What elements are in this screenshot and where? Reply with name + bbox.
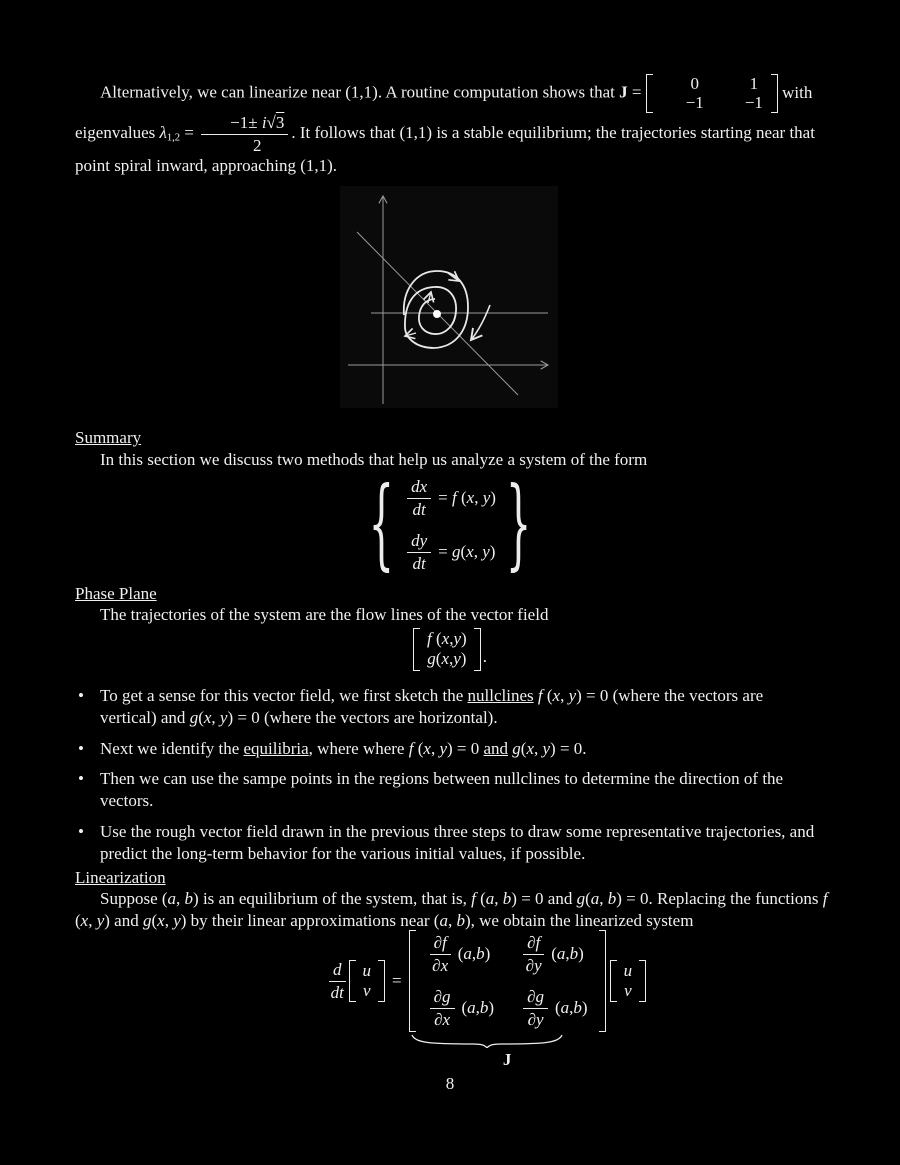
equals-sign: = xyxy=(392,971,402,991)
jacobian-cell xyxy=(427,933,495,975)
right-bracket xyxy=(378,960,385,1003)
vector-row: u xyxy=(362,960,371,980)
right-bracket xyxy=(474,628,481,671)
figure-phase-portrait xyxy=(340,186,558,408)
eval-point: (a,b) xyxy=(461,998,495,1018)
fraction-denominator: dt xyxy=(412,499,426,519)
phase-plane-body: The trajectories of the system are the flow lines of the vector field xyxy=(100,605,549,624)
bullet-text: Use the rough vector field drawn in the previous three steps to draw some representative trajectories, and predict the long-term behavior for the various initial values, if possible. xyxy=(100,821,815,863)
left-bracket xyxy=(646,74,653,113)
vector-row: v xyxy=(624,981,632,1001)
linearized-system-equation xyxy=(326,930,646,1070)
system-of-odes xyxy=(0,468,900,582)
eval-point: (a,b) xyxy=(457,944,491,964)
eigenvalue-text: with eigenvalues λ1,2 = xyxy=(75,82,813,144)
right-brace: } xyxy=(505,468,532,582)
fraction-numerator: ∂g xyxy=(430,987,455,1009)
fraction-numerator: dx xyxy=(407,477,431,499)
underbrace xyxy=(411,1034,563,1048)
left-bracket xyxy=(413,628,420,671)
jacobian-cell xyxy=(520,933,588,975)
fraction-numerator: d xyxy=(329,960,346,982)
vector-row: v xyxy=(362,981,371,1001)
right-bracket xyxy=(599,930,606,1032)
bullet-text: Next we identify the equilibria, where where f (x, y) = 0 and g(x, y) = 0. xyxy=(100,738,587,758)
equilibrium-point xyxy=(433,310,441,318)
eigenvalue-fraction xyxy=(201,113,288,155)
fraction-denominator: 2 xyxy=(253,135,262,155)
figure-background xyxy=(340,186,558,408)
bullet-marker: • xyxy=(78,769,84,789)
intro-text: Alternatively, we can linearize near (1,1). A routine computation shows that J = xyxy=(100,82,646,102)
sentence-period: . xyxy=(482,647,487,667)
equation-rhs: = g(x, y) xyxy=(438,542,496,562)
right-bracket xyxy=(639,960,646,1003)
left-bracket xyxy=(409,930,416,1032)
fraction-denominator: dt xyxy=(412,553,426,573)
jacobian-value-matrix xyxy=(646,74,778,113)
bullet-marker: • xyxy=(78,686,84,705)
fraction-denominator: ∂x xyxy=(434,1009,451,1029)
equation-dydt xyxy=(404,531,496,573)
fraction-denominator: dt xyxy=(330,982,344,1002)
jacobian-cell xyxy=(427,987,495,1029)
matrix-cell: 0 xyxy=(690,74,700,93)
jacobian-matrix-wrap xyxy=(409,930,606,1070)
fraction-numerator: ∂g xyxy=(523,987,548,1009)
ddt-fraction xyxy=(329,960,346,1002)
list-item xyxy=(78,685,820,729)
matrix-cell: −1 xyxy=(685,92,704,112)
fraction-numerator: ∂f xyxy=(523,933,544,955)
right-bracket xyxy=(771,74,778,113)
vector-row: g(x,y) xyxy=(427,649,467,669)
eval-point: (a,b) xyxy=(555,998,588,1018)
uv-vector xyxy=(610,960,647,1003)
list-item xyxy=(78,768,820,812)
equation-rhs: = f (x, y) xyxy=(438,488,496,508)
left-bracket xyxy=(349,960,356,1003)
list-item xyxy=(78,738,820,760)
equation-dxdt xyxy=(404,477,496,519)
jacobian-label: J xyxy=(502,1050,512,1070)
heading-phase-plane: Phase Plane xyxy=(75,584,157,603)
left-brace: { xyxy=(368,468,395,582)
list-item xyxy=(78,821,820,865)
bullet-marker: • xyxy=(78,738,84,758)
bullet-marker: • xyxy=(78,821,84,841)
summary-body: In this section we discuss two methods that help us analyze a system of the form xyxy=(100,450,648,469)
fraction-numerator: dy xyxy=(407,531,431,553)
fraction-numerator: −1± i√3 xyxy=(201,113,288,135)
bullet-text: To get a sense for this vector field, we first sketch the nullclines f (x, y) = 0 (where the vectors are vertical) and g(x, y) = 0 (where the vectors are horizontal). xyxy=(100,686,764,727)
left-bracket xyxy=(610,960,617,1003)
method-steps-list xyxy=(78,685,820,873)
fraction-denominator: ∂y xyxy=(525,955,542,975)
page-number: 8 xyxy=(445,1074,455,1093)
fraction-denominator: ∂y xyxy=(527,1009,544,1029)
vector-row: u xyxy=(623,960,633,980)
paragraph-linearize-intro xyxy=(75,74,831,177)
bullet-text: Then we can use the sampe points in the regions between nullclines to determine the direction of the vectors. xyxy=(100,769,784,810)
heading-linearization: Linearization xyxy=(75,868,166,887)
matrix-cell: −1 xyxy=(744,92,763,112)
heading-summary: Summary xyxy=(75,428,142,447)
matrix-cell: 1 xyxy=(749,74,759,93)
fraction-numerator: ∂f xyxy=(430,933,451,955)
fraction-denominator: ∂x xyxy=(432,955,449,975)
vector-field-column xyxy=(0,628,900,671)
eval-point: (a,b) xyxy=(551,944,584,964)
jacobian-matrix xyxy=(409,930,606,1032)
stability-text: . It follows that (1,1) is a stable equilibrium; the trajectories starting near that point spiral inward, approaching (1,1). xyxy=(75,123,815,176)
vector-row: f (x,y) xyxy=(427,629,467,648)
jacobian-cell xyxy=(520,987,588,1029)
uv-vector xyxy=(349,960,386,1003)
linearization-body: Suppose (a, b) is an equilibrium of the system, that is, f (a, b) = 0 and g(a, b) = 0. Replacing the functions f (x, y) and g(x, y) by their linear approximations near (a, b), we obtain the linearized system xyxy=(75,889,828,930)
